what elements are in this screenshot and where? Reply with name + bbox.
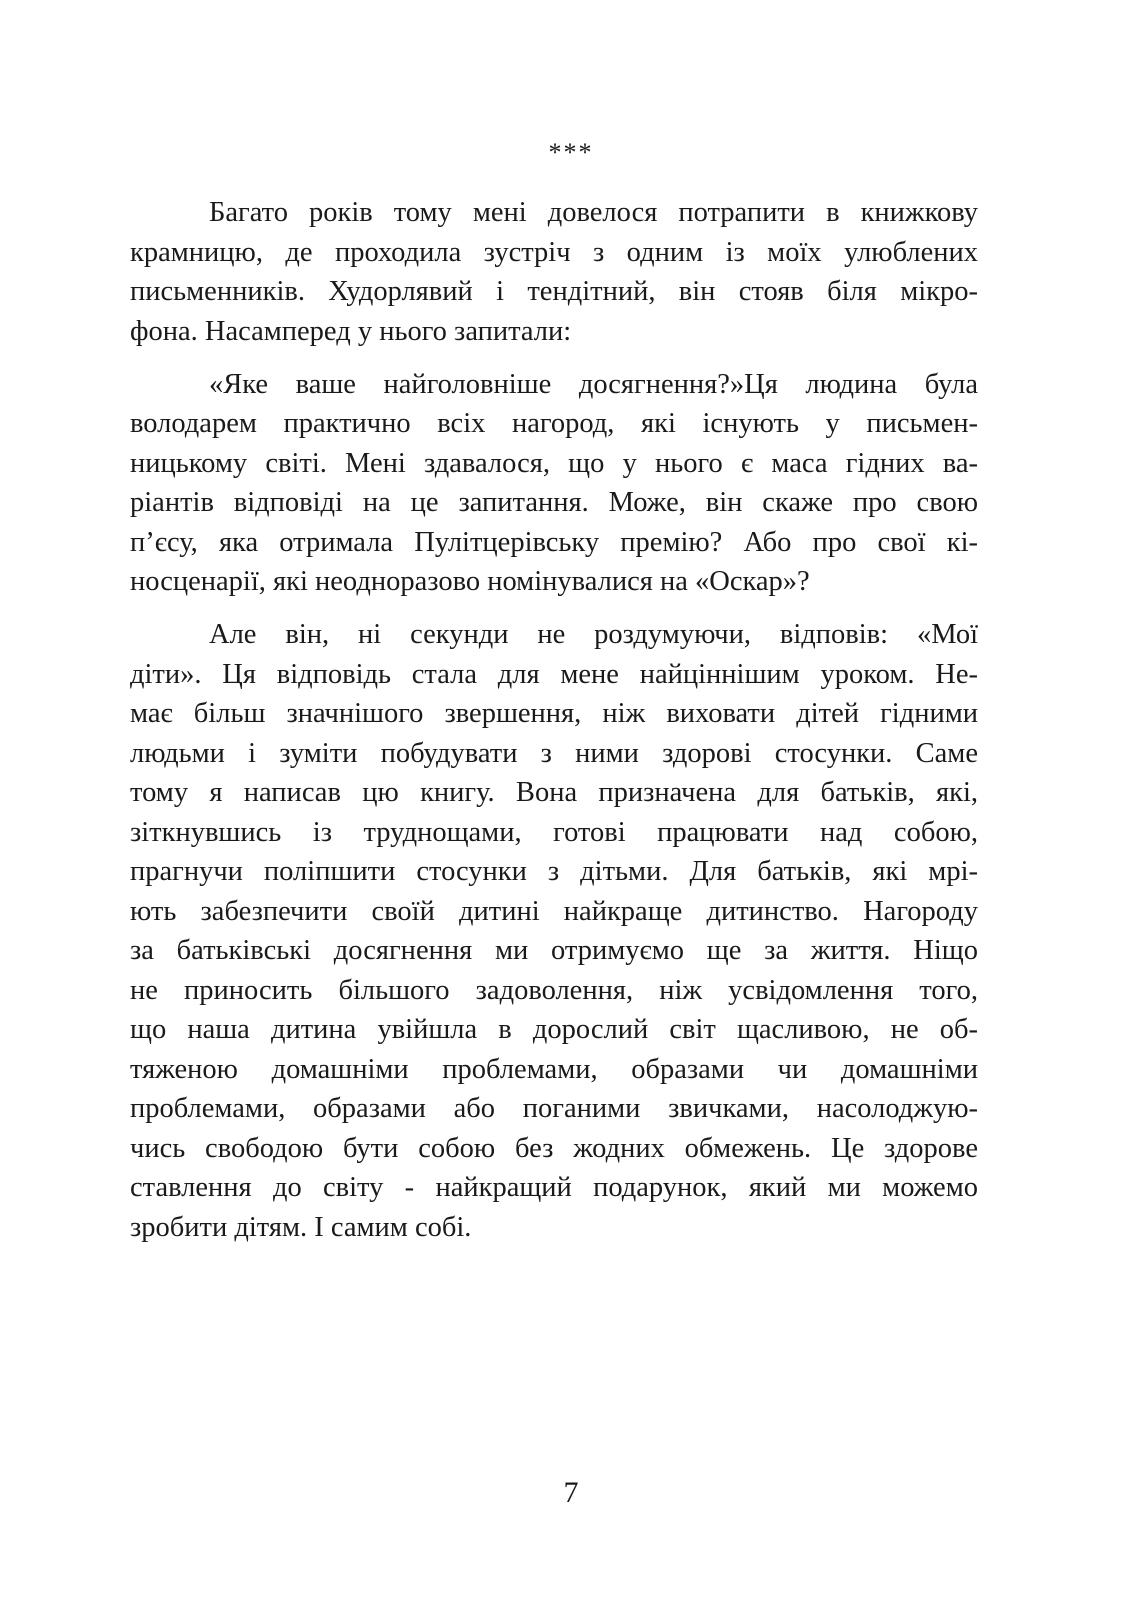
text-line: носценарії, які неодноразово номінувалися на «Оскар»? bbox=[130, 566, 810, 597]
text-line: п’єсу, яка отримала Пулітцерівську премію? Або про свої кі- bbox=[130, 526, 978, 558]
text-line: ріантів відповіді на це запитання. Може, він скаже про свою bbox=[130, 487, 978, 518]
text-line: письменників. Худорлявий і тендітний, він стояв біля мікро- bbox=[130, 276, 978, 307]
text-line: ставлення до світу - найкращий подарунок, який ми можемо bbox=[130, 1172, 978, 1203]
text-line: проблемами, образами або поганими звичками, насолоджую- bbox=[130, 1093, 978, 1124]
text-line: за батьківські досягнення ми отримуємо ще за життя. Ніщо bbox=[130, 935, 978, 966]
text-line: володарем практично всіх нагород, які існують у письмен- bbox=[130, 408, 978, 439]
body-text bbox=[130, 193, 978, 1261]
page-number: 7 bbox=[563, 1476, 579, 1509]
paragraph bbox=[130, 365, 978, 602]
text-line: діти». Ця відповідь стала для мене найціннішим уроком. Не- bbox=[130, 658, 978, 690]
text-line: що наша дитина увійшла в дорослий світ щасливою, не об- bbox=[130, 1014, 978, 1045]
text-line: фона. Насамперед у нього запитали: bbox=[130, 315, 572, 347]
paragraph bbox=[130, 193, 978, 351]
text-line: не приносить більшого задоволення, ніж усвідомлення того, bbox=[130, 974, 978, 1006]
text-line: Але він, ні секунди не роздумуючи, відповів: «Мої bbox=[209, 619, 978, 650]
text-line: ницькому світі. Мені здавалося, що у нього є маса гідних ва- bbox=[130, 447, 978, 479]
text-line: тому я написав цю книгу. Вона призначена для батьків, які, bbox=[130, 777, 978, 808]
text-line: тяженою домашніми проблемами, образами чи домашніми bbox=[130, 1053, 978, 1085]
text-line: має більш значнішого звершення, ніж виховати дітей гідними bbox=[130, 698, 978, 729]
text-line: зробити дітям. І самим собі. bbox=[130, 1211, 472, 1243]
section-separator: *** bbox=[548, 138, 594, 167]
text-line: ють забезпечити своїй дитині найкраще дитинство. Нагороду bbox=[130, 895, 978, 927]
text-line: Багато років тому мені довелося потрапити в книжкову bbox=[209, 197, 978, 228]
paragraph bbox=[130, 615, 978, 1247]
text-line: людьми і зуміти побудувати з ними здорові стосунки. Саме bbox=[130, 737, 978, 769]
text-line: крамницю, де проходила зустріч з одним із моїх улюблених bbox=[130, 236, 978, 268]
text-line: прагнучи поліпшити стосунки з дітьми. Для батьків, які мрі- bbox=[130, 856, 978, 887]
text-line: «Яке ваше найголовніше досягнення?»Ця людина була bbox=[209, 368, 978, 400]
text-line: чись свободою бути собою без жодних обмежень. Це здорове bbox=[130, 1132, 978, 1164]
text-line: зіткнувшись із труднощами, готові працювати над собою, bbox=[130, 816, 978, 848]
